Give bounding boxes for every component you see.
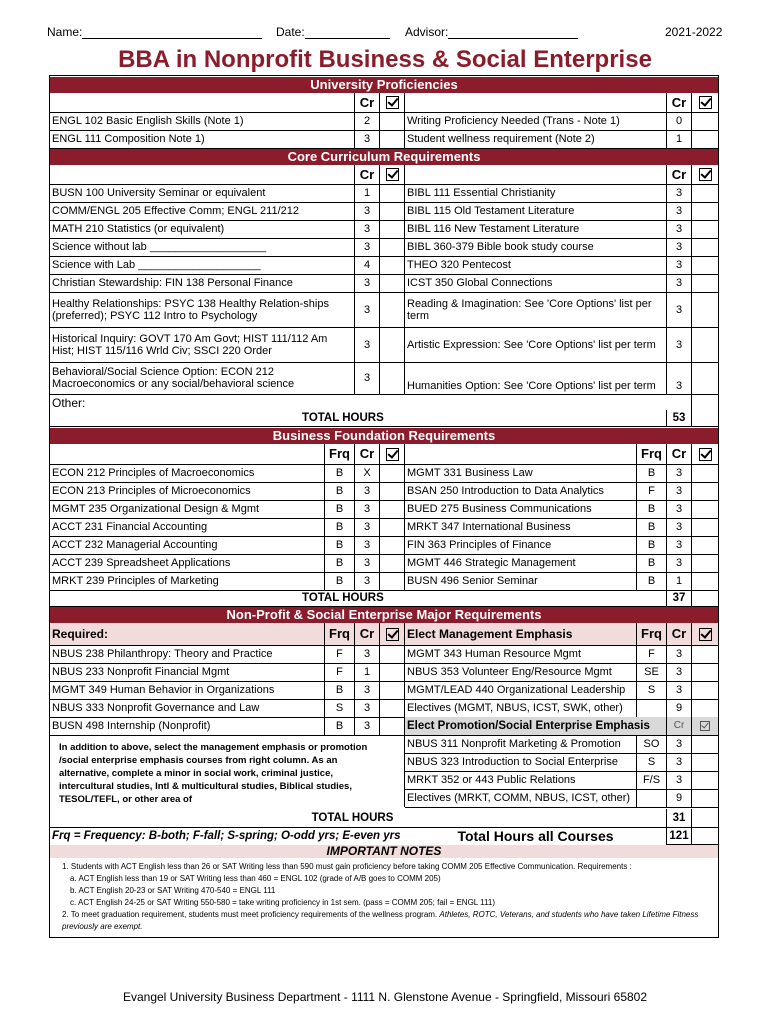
table-row [50,554,718,573]
cr-header: Cr [355,93,380,112]
credit-value: 3 [667,735,692,753]
note-2-exempt: Athletes, ROTC, Veterans, and students who have taken Lifetime Fitness previously are exempt. [62,910,699,931]
course-name: MGMT 343 Human Resource Mgmt [405,645,637,663]
note-area [50,771,405,789]
course-name: ECON 212 Principles of Macroeconomics [50,464,325,482]
frequency-value: B [325,554,355,572]
page-footer: Evangel University Business Department - 1111 N. Glenstone Avenue - Springfield, Missouri 65802 [122,990,648,1004]
np-total-value: 31 [667,809,692,827]
course-name: Writing Proficiency Needed (Trans - Note 1) [405,112,667,130]
total-label: TOTAL HOURS [311,812,394,824]
frequency-value: B [325,572,355,590]
table-row [50,518,718,537]
credit-value: 3 [667,518,692,536]
course-name: Humanities Option: See 'Core Options' list per term [405,362,667,394]
check-cell[interactable] [380,699,405,717]
credit-value: 2 [355,112,380,130]
course-name: BIBL 360-379 Bible book study course [405,238,667,256]
course-name: MGMT/LEAD 440 Organizational Leadership [405,681,637,699]
table-row [50,238,718,257]
course-name: MGMT 235 Organizational Design & Mgmt [50,500,325,518]
course-name: BUSN 100 University Seminar or equivalent [50,184,355,202]
check-icon [386,168,399,181]
check-cell[interactable] [380,518,405,536]
check-cell[interactable] [380,238,405,256]
frequency-value: S [637,681,667,699]
check-cell[interactable] [380,663,405,681]
check-icon [386,96,399,109]
course-name: ENGL 111 Composition Note 1) [50,130,355,148]
check-cell[interactable] [692,554,718,572]
check-cell[interactable] [692,274,718,292]
frequency-value: B [637,554,667,572]
check-cell[interactable] [692,256,718,274]
total-all-label: Total Hours all Courses [405,827,667,845]
check-cell[interactable] [380,482,405,500]
course-name: MRKT 352 or 443 Public Relations [405,771,637,789]
credit-value: 3 [667,292,692,327]
required-label: Required: [50,623,325,645]
credit-value: 3 [667,663,692,681]
note-area [50,735,405,753]
course-name: Artistic Expression: See 'Core Options' list per term [405,327,667,362]
check-icon [699,628,712,641]
course-name: COMM/ENGL 205 Effective Comm; ENGL 211/212 [50,202,355,220]
major-note: In addition to above, select the management emphasis or promotion /social enterprise emphasis courses from right column. As an alternative, complete a minor in social work, criminal justice, intercultural studies, Intl & multicultural studies, Biblical studies, TESOL/TEFL, or other area of [59,742,368,805]
course-name: Science with Lab ____________________ [50,256,355,274]
frequency-value: F [325,663,355,681]
table-row [50,202,718,221]
course-name: MATH 210 Statistics (or equivalent) [50,220,355,238]
course-name: NBUS 238 Philanthropy: Theory and Practice [50,645,325,663]
check-cell[interactable] [692,220,718,238]
credit-value: 3 [667,753,692,771]
course-name: BSAN 250 Introduction to Data Analytics [405,482,637,500]
check-cell[interactable] [692,518,718,536]
note-1a: a. ACT English less than 19 or SAT Writing less than 460 = ENGL 102 (grade of A/B goes to COMM 205) [70,874,441,883]
check-cell[interactable] [692,184,718,202]
table-row [50,645,718,664]
check-cell[interactable] [380,681,405,699]
credit-value: 1 [355,663,380,681]
check-cell[interactable] [380,202,405,220]
credit-value: 3 [355,699,380,717]
check-icon [700,721,710,731]
note-area [50,753,405,771]
check-cell[interactable] [692,327,718,362]
frequency-value: F [637,645,667,663]
check-cell[interactable] [380,500,405,518]
frequency-value: S [325,699,355,717]
course-name: FIN 363 Principles of Finance [405,536,637,554]
other-label: Other: [52,395,86,410]
check-cell[interactable] [380,220,405,238]
course-name: Electives (MGMT, NBUS, ICST, SWK, other) [405,699,637,717]
course-name: BUED 275 Business Communications [405,500,637,518]
table-row [50,327,718,363]
elect-management-label: Elect Management Emphasis [405,623,637,645]
credit-value: 3 [355,130,380,148]
frequency-value: B [325,681,355,699]
frequency-value: F [637,482,667,500]
grand-total-value: 121 [667,827,692,845]
cr-header: Cr [667,623,692,645]
table-row [50,482,718,501]
grand-total-row [50,827,718,845]
up-header-row [50,93,718,113]
course-name: ACCT 239 Spreadsheet Applications [50,554,325,572]
check-cell[interactable] [692,482,718,500]
section-university-proficiencies: University Proficiencies [50,77,718,93]
name-label: Name: [47,25,83,39]
table-row [50,220,718,239]
table-row [50,753,718,771]
table-row [50,735,718,753]
credit-value: 1 [355,184,380,202]
course-name: BUSN 498 Internship (Nonprofit) [50,717,325,735]
credit-value: 9 [667,699,692,717]
credit-value: 3 [667,220,692,238]
frq-header: Frq [637,444,667,464]
credit-value: 3 [355,554,380,572]
check-cell[interactable] [380,645,405,663]
frq-header: Frq [637,623,667,645]
credit-value: 3 [355,482,380,500]
check-cell[interactable] [692,202,718,220]
credit-value: 3 [355,238,380,256]
credit-value: 3 [355,362,380,394]
table-row [50,663,718,682]
check-cell[interactable] [692,699,718,717]
course-name: Healthy Relationships: PSYC 138 Healthy Relation-ships (preferred); PSYC 112 Intro to Psychology [50,292,355,327]
check-cell[interactable] [692,645,718,663]
important-notes [50,845,718,937]
credit-value: 3 [355,572,380,590]
course-name: ENGL 102 Basic English Skills (Note 1) [50,112,355,130]
credit-value: 3 [355,220,380,238]
check-cell[interactable] [380,256,405,274]
check-cell[interactable] [692,789,718,807]
frequency-value: B [325,482,355,500]
advisor-field[interactable] [405,25,578,39]
table-row [50,130,718,149]
total-label: TOTAL HOURS [302,592,384,604]
date-field[interactable] [276,25,390,39]
frequency-value: B [637,536,667,554]
date-label: Date: [276,25,305,39]
check-cell[interactable] [380,464,405,482]
check-cell[interactable] [380,717,405,735]
np-total-row [50,809,718,828]
credit-value: 3 [667,681,692,699]
table-row [50,717,718,736]
check-cell[interactable] [380,184,405,202]
check-cell[interactable] [380,130,405,148]
other-row [50,395,718,410]
course-name: BIBL 111 Essential Christianity [405,184,667,202]
check-cell[interactable] [692,717,718,735]
cr-header: Cr [355,165,380,184]
credit-value: 0 [667,112,692,130]
table-row [50,112,718,131]
cr-header: Cr [667,444,692,464]
table-row [50,274,718,293]
course-name: NBUS 323 Introduction to Social Enterprise [405,753,637,771]
table-row [50,500,718,519]
section-business-foundation: Business Foundation Requirements [50,428,718,444]
frequency-value [637,699,667,717]
frequency-value: SO [637,735,667,753]
frequency-value: B [325,717,355,735]
check-cell[interactable] [692,536,718,554]
cr-header: Cr [667,717,692,735]
cr-header: Cr [355,444,380,464]
credit-value: 1 [667,572,692,590]
credit-value: 3 [667,202,692,220]
frequency-value: B [325,536,355,554]
course-name: MRKT 347 International Business [405,518,637,536]
frq-header: Frq [325,623,355,645]
frequency-value: F/S [637,771,667,789]
note-area [50,789,405,807]
check-cell[interactable] [380,536,405,554]
credit-value: 9 [667,789,692,807]
course-name: THEO 320 Pentecost [405,256,667,274]
course-name: BUSN 496 Senior Seminar [405,572,637,590]
check-cell[interactable] [380,572,405,590]
check-cell[interactable] [380,327,405,362]
credit-value: 3 [355,645,380,663]
cr-header: Cr [667,93,692,112]
credit-value: 3 [667,645,692,663]
table-row [50,699,718,718]
course-name: Reading & Imagination: See 'Core Options' list per term [405,292,667,327]
credit-value: 3 [355,327,380,362]
note-1: 1. Students with ACT English less than 26 or SAT Writing less than 590 must gain proficiency before taking COMM 205 Effective Communication. Requirements : [62,862,632,871]
table-row [50,681,718,700]
check-cell[interactable] [692,681,718,699]
check-icon [699,448,712,461]
table-row [50,184,718,203]
check-cell[interactable] [692,771,718,789]
credit-value: 3 [667,184,692,202]
academic-year: 2021-2022 [665,25,723,39]
check-cell[interactable] [380,554,405,572]
course-name: Student wellness requirement (Note 2) [405,130,667,148]
check-cell[interactable] [692,112,718,130]
credit-value: 3 [355,518,380,536]
frequency-value: B [325,518,355,536]
credit-value: 3 [667,327,692,362]
table-row [50,362,718,395]
core-header-row [50,165,718,185]
course-name: BIBL 115 Old Testament Literature [405,202,667,220]
frequency-value: B [325,500,355,518]
check-cell[interactable] [692,753,718,771]
credit-value: 3 [355,681,380,699]
section-core-curriculum: Core Curriculum Requirements [50,149,718,165]
note-1c: c. ACT English 24-25 or SAT Writing 550-580 = take writing proficiency in 1st sem. (pass = COMM 205; fail = ENGL 111) [70,898,495,907]
credit-value: 3 [355,500,380,518]
credit-value: 3 [355,292,380,327]
course-name: MGMT 446 Strategic Management [405,554,637,572]
course-name: Science without lab ___________________ [50,238,355,256]
check-cell[interactable] [692,735,718,753]
check-cell[interactable] [380,292,405,327]
credit-value: 3 [667,464,692,482]
credit-value: 3 [355,274,380,292]
table-row [50,464,718,483]
table-row [50,771,718,789]
frequency-value: SE [637,663,667,681]
course-name: Historical Inquiry: GOVT 170 Am Govt; HIST 111/112 Am Hist; HIST 115/116 Wrld Civ; SSCI 220 Order [50,327,355,362]
course-name: ICST 350 Global Connections [405,274,667,292]
credit-value: 3 [667,554,692,572]
cr-header: Cr [355,623,380,645]
bf-header-row [50,444,718,465]
credit-value: 3 [667,256,692,274]
table-row [50,256,718,275]
course-name: NBUS 233 Nonprofit Financial Mgmt [50,663,325,681]
total-label: TOTAL HOURS [302,412,384,424]
credit-value: 3 [667,274,692,292]
frequency-value: S [637,753,667,771]
course-name: MRKT 239 Principles of Marketing [50,572,325,590]
course-name: ACCT 232 Managerial Accounting [50,536,325,554]
section-nonprofit-major: Non-Profit & Social Enterprise Major Requirements [50,607,718,623]
frequency-value: B [637,464,667,482]
bf-total-row [50,590,718,607]
course-name: BIBL 116 New Testament Literature [405,220,667,238]
cr-header: Cr [667,165,692,184]
check-cell[interactable] [380,112,405,130]
course-name: NBUS 353 Volunteer Eng/Resource Mgmt [405,663,637,681]
course-name: ACCT 231 Financial Accounting [50,518,325,536]
course-name: Behavioral/Social Science Option: ECON 212 Macroeconomics or any social/behavioral science [50,362,355,394]
check-cell[interactable] [692,663,718,681]
page-title: BBA in Nonprofit Business & Social Enterprise [118,46,652,73]
credit-value: 3 [667,482,692,500]
check-cell[interactable] [692,500,718,518]
note-1b: b. ACT English 20-23 or SAT Writing 470-540 = ENGL 111 [70,886,276,895]
course-name: NBUS 311 Nonprofit Marketing & Promotion [405,735,637,753]
frequency-value [637,789,667,807]
credit-value: 1 [667,130,692,148]
course-name: Electives (MRKT, COMM, NBUS, ICST, other) [405,789,637,807]
check-cell[interactable] [692,130,718,148]
check-icon [386,628,399,641]
credit-value: X [355,464,380,482]
credit-value: 3 [667,536,692,554]
check-cell[interactable] [692,292,718,327]
check-icon [699,96,712,109]
table-row [50,536,718,555]
frequency-value: B [637,500,667,518]
course-name: NBUS 333 Nonprofit Governance and Law [50,699,325,717]
table-row [50,572,718,591]
name-field[interactable] [47,25,262,39]
advisor-label: Advisor: [405,25,449,39]
credit-value: 3 [667,238,692,256]
frequency-value: B [637,572,667,590]
table-row [50,292,718,328]
frq-header: Frq [325,444,355,464]
check-cell[interactable] [692,572,718,590]
course-name: MGMT 349 Human Behavior in Organizations [50,681,325,699]
core-total-value: 53 [667,410,692,426]
bf-total-value: 37 [667,590,692,606]
notes-title: IMPORTANT NOTES [50,845,718,858]
check-cell[interactable] [380,362,405,394]
credit-value: 3 [355,536,380,554]
frequency-value: F [325,645,355,663]
frequency-legend: Frq = Frequency: B-both; F-fall; S-spring; O-odd yrs; E-even yrs [52,830,401,842]
check-cell[interactable] [692,238,718,256]
frequency-value: B [325,464,355,482]
credit-value: 3 [667,500,692,518]
check-cell[interactable] [692,464,718,482]
check-cell[interactable] [380,274,405,292]
credit-value: 4 [355,256,380,274]
elect-promotion-label: Elect Promotion/Social Enterprise Emphasis [405,717,667,735]
note-2: 2. To meet graduation requirement, students must meet proficiency requirements of the wellness program. [62,910,438,919]
frequency-value: B [637,518,667,536]
check-icon [699,168,712,181]
course-name: ECON 213 Principles of Microeconomics [50,482,325,500]
credit-value: 3 [355,202,380,220]
credit-value: 3 [355,717,380,735]
core-total-row [50,410,718,427]
course-name: Christian Stewardship: FIN 138 Personal Finance [50,274,355,292]
credit-value: 3 [667,771,692,789]
table-row [50,789,718,807]
np-header-row [50,623,718,646]
course-name: MGMT 331 Business Law [405,464,637,482]
check-icon [386,448,399,461]
credit-value: 3 [667,362,692,394]
check-cell[interactable] [692,362,718,394]
